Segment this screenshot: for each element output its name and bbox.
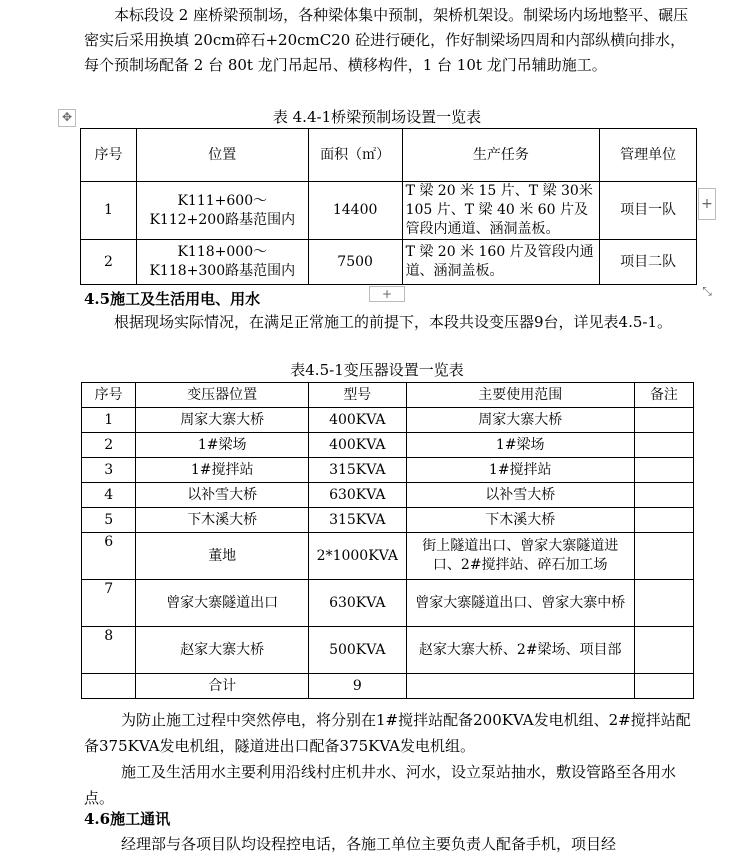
header-cell: 管理单位 [600, 129, 697, 182]
header-cell: 变压器位置 [136, 383, 309, 408]
total-label: 合计 [136, 674, 309, 699]
cell-location: 1#搅拌站 [136, 458, 309, 483]
cell-location: 赵家大寨大桥 [136, 627, 309, 674]
cell-scope: 1#搅拌站 [406, 458, 634, 483]
cell-model: 400KVA [309, 433, 407, 458]
section-4-5-paragraph: 根据现场实际情况，在满足正常施工的前提下，本段共设变压器9台，详见表4.5-1。 [114, 313, 673, 331]
section-4-5-title: 4.5施工及生活用电、用水 [84, 290, 261, 308]
cell-location: 下木溪大桥 [136, 508, 309, 533]
table-row [82, 483, 694, 508]
section-4-6-paragraph: 经理部与各项目队均设程控电话，各施工单位主要负责人配备手机，项目经 [121, 835, 617, 853]
cell-model: 630KVA [309, 580, 407, 627]
cell-scope: 赵家大寨大桥、2#梁场、项目部 [406, 627, 634, 674]
cell-area: 7500 [308, 240, 402, 285]
table-row [82, 627, 694, 674]
table-row [82, 433, 694, 458]
cell-scope: 曾家大寨隧道出口、曾家大寨中桥 [406, 580, 634, 627]
cell-area: 14400 [308, 182, 402, 240]
cell-no: 6 [82, 533, 136, 580]
cell-location: 以补雪大桥 [136, 483, 309, 508]
cell-empty [82, 674, 136, 699]
water-supply-paragraph: 施工及生活用水主要利用沿线村庄机井水、河水，设立泵站抽水，敷设管路至各用水点。 [84, 763, 677, 807]
cell-note [634, 627, 693, 674]
cell-note [634, 580, 693, 627]
table-row [82, 458, 694, 483]
cell-note [634, 458, 693, 483]
table-header-row [82, 383, 694, 408]
cell-no: 7 [82, 580, 136, 627]
header-cell: 备注 [634, 383, 693, 408]
table1-caption: 表 4.4-1桥梁预制场设置一览表 [272, 108, 482, 126]
header-cell: 型号 [309, 383, 407, 408]
cell-note [634, 508, 693, 533]
cell-scope: 1#梁场 [406, 433, 634, 458]
cell-model: 400KVA [309, 408, 407, 433]
cell-empty [406, 674, 634, 699]
table-row [81, 240, 697, 285]
header-cell: 序号 [82, 383, 136, 408]
total-value: 9 [309, 674, 407, 699]
cell-no: 5 [82, 508, 136, 533]
cell-location: 1#梁场 [136, 433, 309, 458]
cell-location: K118+000～K118+300路基范围内 [136, 240, 308, 285]
cell-location: K111+600～K112+200路基范围内 [136, 182, 308, 240]
cell-location: 董地 [136, 533, 309, 580]
precast-yard-table [80, 128, 697, 285]
cell-no: 4 [82, 483, 136, 508]
table-resize-handle-icon[interactable]: ⤡ [699, 284, 715, 300]
table2-caption: 表4.5-1变压器设置一览表 [290, 361, 464, 379]
table-header-row [81, 129, 697, 182]
cell-model: 315KVA [309, 458, 407, 483]
cell-empty [634, 674, 693, 699]
cell-no: 1 [81, 182, 137, 240]
cell-no: 3 [82, 458, 136, 483]
cell-model: 630KVA [309, 483, 407, 508]
cell-note [634, 533, 693, 580]
table-total-row [82, 674, 694, 699]
cell-location: 曾家大寨隧道出口 [136, 580, 309, 627]
header-cell: 位置 [136, 129, 308, 182]
cell-no: 2 [82, 433, 136, 458]
section-4-6-title: 4.6施工通讯 [84, 810, 171, 828]
header-cell: 序号 [81, 129, 137, 182]
cell-model: 2*1000KVA [309, 533, 407, 580]
cell-location: 周家大寨大桥 [136, 408, 309, 433]
cell-note [634, 408, 693, 433]
cell-scope: 周家大寨大桥 [406, 408, 634, 433]
cell-note [634, 483, 693, 508]
table-row [82, 533, 694, 580]
power-backup-paragraph: 为防止施工过程中突然停电，将分别在1#搅拌站配备200KVA发电机组、2#搅拌站配备375KVA发电机组，隧道进出口配备375KVA发电机组。 [84, 711, 691, 755]
table-move-handle-icon[interactable]: ✥ [58, 109, 76, 127]
table-row [82, 408, 694, 433]
header-cell: 面积（㎡） [308, 129, 402, 182]
cell-task: T 梁 20 米 160 片及管段内通道、涵洞盖板。 [402, 240, 600, 285]
cell-unit: 项目一队 [600, 182, 697, 240]
transformer-table [81, 382, 694, 699]
intro-paragraph: 本标段设 2 座桥梁预制场，各种梁体集中预制，架桥机架设。制梁场内场地整平、碾压密实后采用换填 20cm碎石+20cmC20 砼进行硬化，作好制梁场四周和内部纵横向排水，每个预制场配备 2 台 80t 龙门吊起吊、横移构件，1 台 10t 龙门吊辅助施工。 [84, 6, 689, 74]
cell-no: 1 [82, 408, 136, 433]
add-row-icon[interactable]: + [369, 286, 405, 302]
cell-scope: 以补雪大桥 [406, 483, 634, 508]
table-row [81, 182, 697, 240]
header-cell: 主要使用范围 [406, 383, 634, 408]
cell-scope: 街上隧道出口、曾家大寨隧道进口、2#搅拌站、碎石加工场 [406, 533, 634, 580]
cell-task: T 梁 20 米 15 片、T 梁 30米 105 片、T 梁 40 米 60 片及管段内通道、涵洞盖板。 [402, 182, 600, 240]
cell-model: 315KVA [309, 508, 407, 533]
cell-note [634, 433, 693, 458]
cell-no: 2 [81, 240, 137, 285]
cell-unit: 项目二队 [600, 240, 697, 285]
table-row [82, 508, 694, 533]
cell-scope: 下木溪大桥 [406, 508, 634, 533]
cell-model: 500KVA [309, 627, 407, 674]
cell-no: 8 [82, 627, 136, 674]
add-column-icon[interactable]: + [698, 188, 716, 220]
table-row [82, 580, 694, 627]
header-cell: 生产任务 [402, 129, 600, 182]
